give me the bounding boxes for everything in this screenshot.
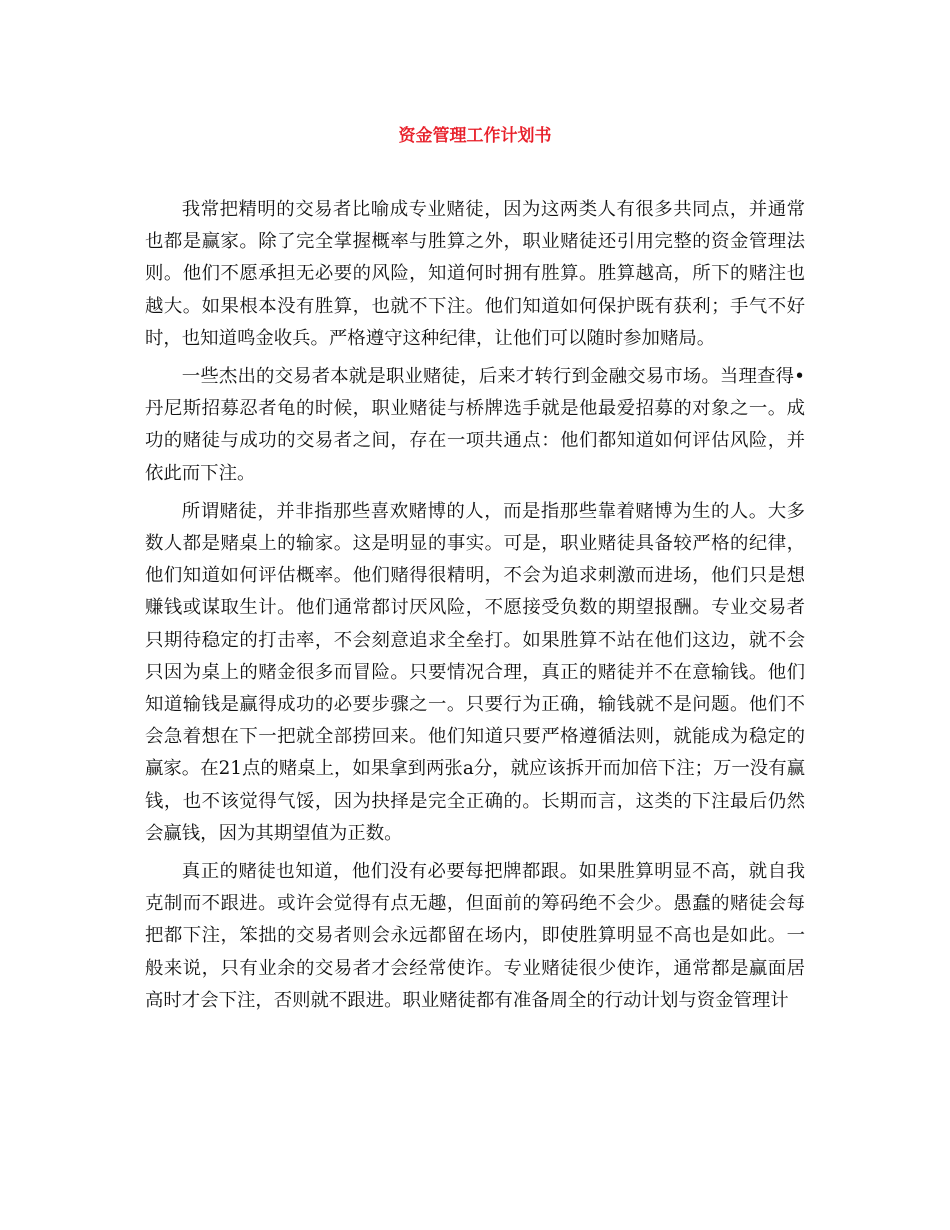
paragraph-1: 我常把精明的交易者比喻成专业赌徒，因为这两类人有很多共同点，并通常也都是赢家。除了完全掌握概率与胜算之外，职业赌徒还引用完整的资金管理法则。他们不愿承担无必要的风险，知道何时拥有胜算。胜算越高，所下的赌注也越大。如果根本没有胜算，也就不下注。他们知道如何保护既有获利；手气不好时，也知道鸣金收兵。严格遵守这种纪律，让他们可以随时参加赌局。 xyxy=(145,199,805,349)
paragraph-2: 一些杰出的交易者本就是职业赌徒，后来才转行到金融交易市场。当理查得•丹尼斯招募忍者龟的时候，职业赌徒与桥牌选手就是他最爱招募的对象之一。成功的赌徒与成功的交易者之间，存在一项共通点：他们都知道如何评估风险，并依此而下注。 xyxy=(145,366,805,484)
paragraph-3: 所谓赌徒，并非指那些喜欢赌博的人，而是指那些靠着赌博为生的人。大多数人都是赌桌上的输家。这是明显的事实。可是，职业赌徒具备较严格的纪律，他们知道如何评估概率。他们赌得很精明，不会为追求刺激而进场，他们只是想赚钱或谋取生计。他们通常都讨厌风险，不愿接受负数的期望报酬。专业交易者只期待稳定的打击率，不会刻意追求全垒打。如果胜算不站在他们这边，就不会只因为桌上的赌金很多而冒险。只要情况合理，真正的赌徒并不在意输钱。他们知道输钱是赢得成功的必要步骤之一。只要行为正确，输钱就不是问题。他们不会急着想在下一把就全部捞回来。他们知道只要严格遵循法则，就能成为稳定的赢家。在21点的赌桌上，如果拿到两张a分，就应该拆开而加倍下注；万一没有赢钱，也不该觉得气馁，因为抉择是完全正确的。长期而言，这类的下注最后仍然会赢钱，因为其期望值为正数。 xyxy=(145,500,805,844)
document-title: 资金管理工作计划书 xyxy=(398,126,552,146)
paragraph-4: 真正的赌徒也知道，他们没有必要每把牌都跟。如果胜算明显不高，就自我克制而不跟进。或许会觉得有点无趣，但面前的筹码绝不会少。愚蠢的赌徒会每把都下注，笨拙的交易者则会永远都留在场内，即使胜算明显不高也是如此。一般来说，只有业余的交易者才会经常使诈。专业赌徒很少使诈，通常都是赢面居高时才会下注，否则就不跟进。职业赌徒都有准备周全的行动计划与资金管理计 xyxy=(145,861,805,1011)
document-body xyxy=(145,194,805,1023)
